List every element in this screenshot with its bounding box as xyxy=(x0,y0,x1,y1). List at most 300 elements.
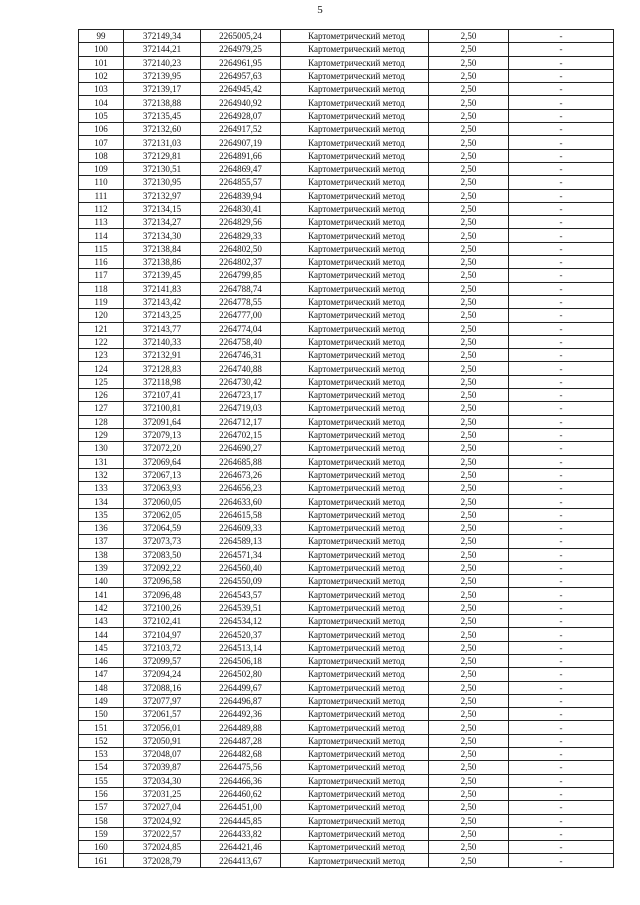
point-number-cell: 125 xyxy=(79,375,124,388)
method-cell: Картометрический метод xyxy=(281,30,429,43)
precision-cell: 2,50 xyxy=(429,787,509,800)
note-cell: - xyxy=(509,774,614,787)
point-number-cell: 102 xyxy=(79,69,124,82)
point-number-cell: 101 xyxy=(79,56,124,69)
x-coordinate-cell: 372139,45 xyxy=(124,269,201,282)
precision-cell: 2,50 xyxy=(429,136,509,149)
precision-cell: 2,50 xyxy=(429,588,509,601)
x-coordinate-cell: 372027,04 xyxy=(124,801,201,814)
table-row xyxy=(79,56,614,69)
note-cell: - xyxy=(509,83,614,96)
point-number-cell: 109 xyxy=(79,162,124,175)
precision-cell: 2,50 xyxy=(429,628,509,641)
precision-cell: 2,50 xyxy=(429,202,509,215)
x-coordinate-cell: 372061,57 xyxy=(124,708,201,721)
point-number-cell: 124 xyxy=(79,362,124,375)
method-cell: Картометрический метод xyxy=(281,402,429,415)
table-row xyxy=(79,43,614,56)
x-coordinate-cell: 372064,59 xyxy=(124,521,201,534)
x-coordinate-cell: 372140,23 xyxy=(124,56,201,69)
note-cell: - xyxy=(509,389,614,402)
note-cell: - xyxy=(509,269,614,282)
y-coordinate-cell: 2264774,04 xyxy=(201,322,281,335)
point-number-cell: 106 xyxy=(79,123,124,136)
precision-cell: 2,50 xyxy=(429,495,509,508)
y-coordinate-cell: 2264829,56 xyxy=(201,216,281,229)
point-number-cell: 111 xyxy=(79,189,124,202)
method-cell: Картометрический метод xyxy=(281,282,429,295)
precision-cell: 2,50 xyxy=(429,442,509,455)
method-cell: Картометрический метод xyxy=(281,455,429,468)
note-cell: - xyxy=(509,442,614,455)
method-cell: Картометрический метод xyxy=(281,229,429,242)
method-cell: Картометрический метод xyxy=(281,83,429,96)
table-row xyxy=(79,362,614,375)
y-coordinate-cell: 2264712,17 xyxy=(201,415,281,428)
table-row xyxy=(79,109,614,122)
point-number-cell: 135 xyxy=(79,508,124,521)
x-coordinate-cell: 372096,48 xyxy=(124,588,201,601)
x-coordinate-cell: 372079,13 xyxy=(124,428,201,441)
point-number-cell: 99 xyxy=(79,30,124,43)
precision-cell: 2,50 xyxy=(429,841,509,854)
y-coordinate-cell: 2264460,62 xyxy=(201,787,281,800)
point-number-cell: 103 xyxy=(79,83,124,96)
y-coordinate-cell: 2264917,52 xyxy=(201,123,281,136)
x-coordinate-cell: 372073,73 xyxy=(124,535,201,548)
x-coordinate-cell: 372134,27 xyxy=(124,216,201,229)
method-cell: Картометрический метод xyxy=(281,69,429,82)
y-coordinate-cell: 2264940,92 xyxy=(201,96,281,109)
x-coordinate-cell: 372077,97 xyxy=(124,694,201,707)
note-cell: - xyxy=(509,56,614,69)
table-row xyxy=(79,495,614,508)
precision-cell: 2,50 xyxy=(429,335,509,348)
table-row xyxy=(79,162,614,175)
table-row xyxy=(79,96,614,109)
x-coordinate-cell: 372069,64 xyxy=(124,455,201,468)
precision-cell: 2,50 xyxy=(429,548,509,561)
x-coordinate-cell: 372063,93 xyxy=(124,482,201,495)
x-coordinate-cell: 372140,33 xyxy=(124,335,201,348)
point-number-cell: 150 xyxy=(79,708,124,721)
x-coordinate-cell: 372130,51 xyxy=(124,162,201,175)
y-coordinate-cell: 2264839,94 xyxy=(201,189,281,202)
y-coordinate-cell: 2264685,88 xyxy=(201,455,281,468)
note-cell: - xyxy=(509,615,614,628)
x-coordinate-cell: 372139,17 xyxy=(124,83,201,96)
x-coordinate-cell: 372143,77 xyxy=(124,322,201,335)
precision-cell: 2,50 xyxy=(429,615,509,628)
x-coordinate-cell: 372131,03 xyxy=(124,136,201,149)
x-coordinate-cell: 372062,05 xyxy=(124,508,201,521)
table-row xyxy=(79,136,614,149)
precision-cell: 2,50 xyxy=(429,601,509,614)
table-row xyxy=(79,708,614,721)
x-coordinate-cell: 372031,25 xyxy=(124,787,201,800)
method-cell: Картометрический метод xyxy=(281,548,429,561)
note-cell: - xyxy=(509,309,614,322)
precision-cell: 2,50 xyxy=(429,149,509,162)
note-cell: - xyxy=(509,362,614,375)
note-cell: - xyxy=(509,375,614,388)
table-row xyxy=(79,668,614,681)
precision-cell: 2,50 xyxy=(429,282,509,295)
y-coordinate-cell: 2264830,41 xyxy=(201,202,281,215)
y-coordinate-cell: 2264589,13 xyxy=(201,535,281,548)
point-number-cell: 134 xyxy=(79,495,124,508)
note-cell: - xyxy=(509,295,614,308)
precision-cell: 2,50 xyxy=(429,123,509,136)
x-coordinate-cell: 372130,95 xyxy=(124,176,201,189)
page-number: 5 xyxy=(317,4,323,16)
precision-cell: 2,50 xyxy=(429,402,509,415)
precision-cell: 2,50 xyxy=(429,109,509,122)
table-row xyxy=(79,69,614,82)
method-cell: Картометрический метод xyxy=(281,56,429,69)
table-row xyxy=(79,575,614,588)
precision-cell: 2,50 xyxy=(429,362,509,375)
x-coordinate-cell: 372132,60 xyxy=(124,123,201,136)
note-cell: - xyxy=(509,43,614,56)
precision-cell: 2,50 xyxy=(429,189,509,202)
table-row xyxy=(79,761,614,774)
method-cell: Картометрический метод xyxy=(281,615,429,628)
method-cell: Картометрический метод xyxy=(281,601,429,614)
note-cell: - xyxy=(509,109,614,122)
table-row xyxy=(79,801,614,814)
y-coordinate-cell: 2264413,67 xyxy=(201,854,281,867)
precision-cell: 2,50 xyxy=(429,761,509,774)
note-cell: - xyxy=(509,854,614,867)
precision-cell: 2,50 xyxy=(429,269,509,282)
table-row xyxy=(79,335,614,348)
y-coordinate-cell: 2264560,40 xyxy=(201,561,281,574)
y-coordinate-cell: 2264869,47 xyxy=(201,162,281,175)
point-number-cell: 152 xyxy=(79,734,124,747)
note-cell: - xyxy=(509,495,614,508)
method-cell: Картометрический метод xyxy=(281,654,429,667)
point-number-cell: 100 xyxy=(79,43,124,56)
precision-cell: 2,50 xyxy=(429,694,509,707)
precision-cell: 2,50 xyxy=(429,389,509,402)
y-coordinate-cell: 2264829,33 xyxy=(201,229,281,242)
x-coordinate-cell: 372024,85 xyxy=(124,841,201,854)
point-number-cell: 151 xyxy=(79,721,124,734)
note-cell: - xyxy=(509,256,614,269)
method-cell: Картометрический метод xyxy=(281,428,429,441)
note-cell: - xyxy=(509,535,614,548)
x-coordinate-cell: 372107,41 xyxy=(124,389,201,402)
method-cell: Картометрический метод xyxy=(281,827,429,840)
point-number-cell: 120 xyxy=(79,309,124,322)
y-coordinate-cell: 2264723,17 xyxy=(201,389,281,402)
note-cell: - xyxy=(509,176,614,189)
x-coordinate-cell: 372088,16 xyxy=(124,681,201,694)
point-number-cell: 116 xyxy=(79,256,124,269)
x-coordinate-cell: 372138,88 xyxy=(124,96,201,109)
x-coordinate-cell: 372083,50 xyxy=(124,548,201,561)
precision-cell: 2,50 xyxy=(429,535,509,548)
coordinates-table xyxy=(78,29,614,868)
method-cell: Картометрический метод xyxy=(281,854,429,867)
method-cell: Картометрический метод xyxy=(281,668,429,681)
note-cell: - xyxy=(509,229,614,242)
method-cell: Картометрический метод xyxy=(281,841,429,854)
note-cell: - xyxy=(509,548,614,561)
y-coordinate-cell: 2264891,66 xyxy=(201,149,281,162)
note-cell: - xyxy=(509,668,614,681)
x-coordinate-cell: 372060,05 xyxy=(124,495,201,508)
point-number-cell: 147 xyxy=(79,668,124,681)
method-cell: Картометрический метод xyxy=(281,575,429,588)
note-cell: - xyxy=(509,242,614,255)
method-cell: Картометрический метод xyxy=(281,349,429,362)
note-cell: - xyxy=(509,468,614,481)
method-cell: Картометрический метод xyxy=(281,787,429,800)
table-row xyxy=(79,827,614,840)
method-cell: Картометрический метод xyxy=(281,96,429,109)
method-cell: Картометрический метод xyxy=(281,535,429,548)
method-cell: Картометрический метод xyxy=(281,628,429,641)
y-coordinate-cell: 2264979,25 xyxy=(201,43,281,56)
point-number-cell: 104 xyxy=(79,96,124,109)
x-coordinate-cell: 372100,26 xyxy=(124,601,201,614)
y-coordinate-cell: 2264466,36 xyxy=(201,774,281,787)
point-number-cell: 131 xyxy=(79,455,124,468)
note-cell: - xyxy=(509,96,614,109)
method-cell: Картометрический метод xyxy=(281,761,429,774)
x-coordinate-cell: 372034,30 xyxy=(124,774,201,787)
method-cell: Картометрический метод xyxy=(281,149,429,162)
method-cell: Картометрический метод xyxy=(281,495,429,508)
note-cell: - xyxy=(509,841,614,854)
y-coordinate-cell: 2264609,33 xyxy=(201,521,281,534)
method-cell: Картометрический метод xyxy=(281,801,429,814)
y-coordinate-cell: 2264550,09 xyxy=(201,575,281,588)
precision-cell: 2,50 xyxy=(429,309,509,322)
table-row xyxy=(79,734,614,747)
note-cell: - xyxy=(509,787,614,800)
x-coordinate-cell: 372092,22 xyxy=(124,561,201,574)
point-number-cell: 119 xyxy=(79,295,124,308)
y-coordinate-cell: 2264730,42 xyxy=(201,375,281,388)
point-number-cell: 144 xyxy=(79,628,124,641)
precision-cell: 2,50 xyxy=(429,482,509,495)
note-cell: - xyxy=(509,335,614,348)
y-coordinate-cell: 2264788,74 xyxy=(201,282,281,295)
method-cell: Картометрический метод xyxy=(281,561,429,574)
y-coordinate-cell: 2264506,18 xyxy=(201,654,281,667)
table-row xyxy=(79,721,614,734)
table-row xyxy=(79,854,614,867)
note-cell: - xyxy=(509,694,614,707)
precision-cell: 2,50 xyxy=(429,428,509,441)
x-coordinate-cell: 372091,64 xyxy=(124,415,201,428)
table-row xyxy=(79,748,614,761)
point-number-cell: 114 xyxy=(79,229,124,242)
note-cell: - xyxy=(509,455,614,468)
x-coordinate-cell: 372094,24 xyxy=(124,668,201,681)
method-cell: Картометрический метод xyxy=(281,295,429,308)
table-row xyxy=(79,402,614,415)
y-coordinate-cell: 2264492,36 xyxy=(201,708,281,721)
note-cell: - xyxy=(509,415,614,428)
table-row xyxy=(79,229,614,242)
precision-cell: 2,50 xyxy=(429,681,509,694)
note-cell: - xyxy=(509,601,614,614)
point-number-cell: 108 xyxy=(79,149,124,162)
point-number-cell: 136 xyxy=(79,521,124,534)
table-row xyxy=(79,694,614,707)
x-coordinate-cell: 372024,92 xyxy=(124,814,201,827)
note-cell: - xyxy=(509,748,614,761)
point-number-cell: 157 xyxy=(79,801,124,814)
y-coordinate-cell: 2264482,68 xyxy=(201,748,281,761)
point-number-cell: 154 xyxy=(79,761,124,774)
point-number-cell: 117 xyxy=(79,269,124,282)
precision-cell: 2,50 xyxy=(429,176,509,189)
method-cell: Картометрический метод xyxy=(281,721,429,734)
table-row xyxy=(79,508,614,521)
method-cell: Картометрический метод xyxy=(281,309,429,322)
y-coordinate-cell: 2264746,31 xyxy=(201,349,281,362)
table-row xyxy=(79,654,614,667)
note-cell: - xyxy=(509,761,614,774)
table-row xyxy=(79,309,614,322)
table-row xyxy=(79,535,614,548)
point-number-cell: 130 xyxy=(79,442,124,455)
y-coordinate-cell: 2264502,80 xyxy=(201,668,281,681)
note-cell: - xyxy=(509,123,614,136)
note-cell: - xyxy=(509,322,614,335)
table-row xyxy=(79,521,614,534)
x-coordinate-cell: 372134,30 xyxy=(124,229,201,242)
table-row xyxy=(79,295,614,308)
y-coordinate-cell: 2264487,28 xyxy=(201,734,281,747)
y-coordinate-cell: 2264802,37 xyxy=(201,256,281,269)
method-cell: Картометрический метод xyxy=(281,335,429,348)
method-cell: Картометрический метод xyxy=(281,269,429,282)
y-coordinate-cell: 2264615,58 xyxy=(201,508,281,521)
precision-cell: 2,50 xyxy=(429,96,509,109)
y-coordinate-cell: 2264799,85 xyxy=(201,269,281,282)
method-cell: Картометрический метод xyxy=(281,202,429,215)
note-cell: - xyxy=(509,827,614,840)
precision-cell: 2,50 xyxy=(429,668,509,681)
precision-cell: 2,50 xyxy=(429,322,509,335)
point-number-cell: 143 xyxy=(79,615,124,628)
y-coordinate-cell: 2264499,67 xyxy=(201,681,281,694)
point-number-cell: 107 xyxy=(79,136,124,149)
note-cell: - xyxy=(509,575,614,588)
y-coordinate-cell: 2264957,63 xyxy=(201,69,281,82)
point-number-cell: 121 xyxy=(79,322,124,335)
precision-cell: 2,50 xyxy=(429,508,509,521)
y-coordinate-cell: 2264451,00 xyxy=(201,801,281,814)
x-coordinate-cell: 372022,57 xyxy=(124,827,201,840)
method-cell: Картометрический метод xyxy=(281,189,429,202)
x-coordinate-cell: 372132,91 xyxy=(124,349,201,362)
point-number-cell: 132 xyxy=(79,468,124,481)
method-cell: Картометрический метод xyxy=(281,681,429,694)
method-cell: Картометрический метод xyxy=(281,162,429,175)
method-cell: Картометрический метод xyxy=(281,176,429,189)
note-cell: - xyxy=(509,801,614,814)
point-number-cell: 127 xyxy=(79,402,124,415)
y-coordinate-cell: 2264539,51 xyxy=(201,601,281,614)
x-coordinate-cell: 372072,20 xyxy=(124,442,201,455)
precision-cell: 2,50 xyxy=(429,641,509,654)
precision-cell: 2,50 xyxy=(429,801,509,814)
y-coordinate-cell: 2264520,37 xyxy=(201,628,281,641)
method-cell: Картометрический метод xyxy=(281,521,429,534)
precision-cell: 2,50 xyxy=(429,827,509,840)
method-cell: Картометрический метод xyxy=(281,774,429,787)
table-row xyxy=(79,389,614,402)
y-coordinate-cell: 2264702,15 xyxy=(201,428,281,441)
x-coordinate-cell: 372132,97 xyxy=(124,189,201,202)
y-coordinate-cell: 2264719,03 xyxy=(201,402,281,415)
y-coordinate-cell: 2264633,60 xyxy=(201,495,281,508)
precision-cell: 2,50 xyxy=(429,721,509,734)
method-cell: Картометрический метод xyxy=(281,136,429,149)
precision-cell: 2,50 xyxy=(429,43,509,56)
note-cell: - xyxy=(509,216,614,229)
method-cell: Картометрический метод xyxy=(281,588,429,601)
precision-cell: 2,50 xyxy=(429,774,509,787)
x-coordinate-cell: 372138,86 xyxy=(124,256,201,269)
x-coordinate-cell: 372128,83 xyxy=(124,362,201,375)
note-cell: - xyxy=(509,588,614,601)
table-row xyxy=(79,149,614,162)
table-row xyxy=(79,482,614,495)
x-coordinate-cell: 372143,25 xyxy=(124,309,201,322)
precision-cell: 2,50 xyxy=(429,242,509,255)
y-coordinate-cell: 2264690,27 xyxy=(201,442,281,455)
point-number-cell: 161 xyxy=(79,854,124,867)
table-row xyxy=(79,30,614,43)
point-number-cell: 122 xyxy=(79,335,124,348)
y-coordinate-cell: 2264945,42 xyxy=(201,83,281,96)
y-coordinate-cell: 2264543,57 xyxy=(201,588,281,601)
y-coordinate-cell: 2264421,46 xyxy=(201,841,281,854)
precision-cell: 2,50 xyxy=(429,256,509,269)
x-coordinate-cell: 372050,91 xyxy=(124,734,201,747)
note-cell: - xyxy=(509,814,614,827)
point-number-cell: 105 xyxy=(79,109,124,122)
x-coordinate-cell: 372138,84 xyxy=(124,242,201,255)
table-row xyxy=(79,628,614,641)
method-cell: Картометрический метод xyxy=(281,734,429,747)
point-number-cell: 146 xyxy=(79,654,124,667)
x-coordinate-cell: 372103,72 xyxy=(124,641,201,654)
note-cell: - xyxy=(509,628,614,641)
note-cell: - xyxy=(509,69,614,82)
y-coordinate-cell: 2264778,55 xyxy=(201,295,281,308)
y-coordinate-cell: 2264907,19 xyxy=(201,136,281,149)
method-cell: Картометрический метод xyxy=(281,375,429,388)
precision-cell: 2,50 xyxy=(429,734,509,747)
point-number-cell: 138 xyxy=(79,548,124,561)
precision-cell: 2,50 xyxy=(429,654,509,667)
table-row xyxy=(79,282,614,295)
precision-cell: 2,50 xyxy=(429,83,509,96)
y-coordinate-cell: 2264433,82 xyxy=(201,827,281,840)
table-row xyxy=(79,176,614,189)
x-coordinate-cell: 372141,83 xyxy=(124,282,201,295)
table-body xyxy=(79,30,614,868)
